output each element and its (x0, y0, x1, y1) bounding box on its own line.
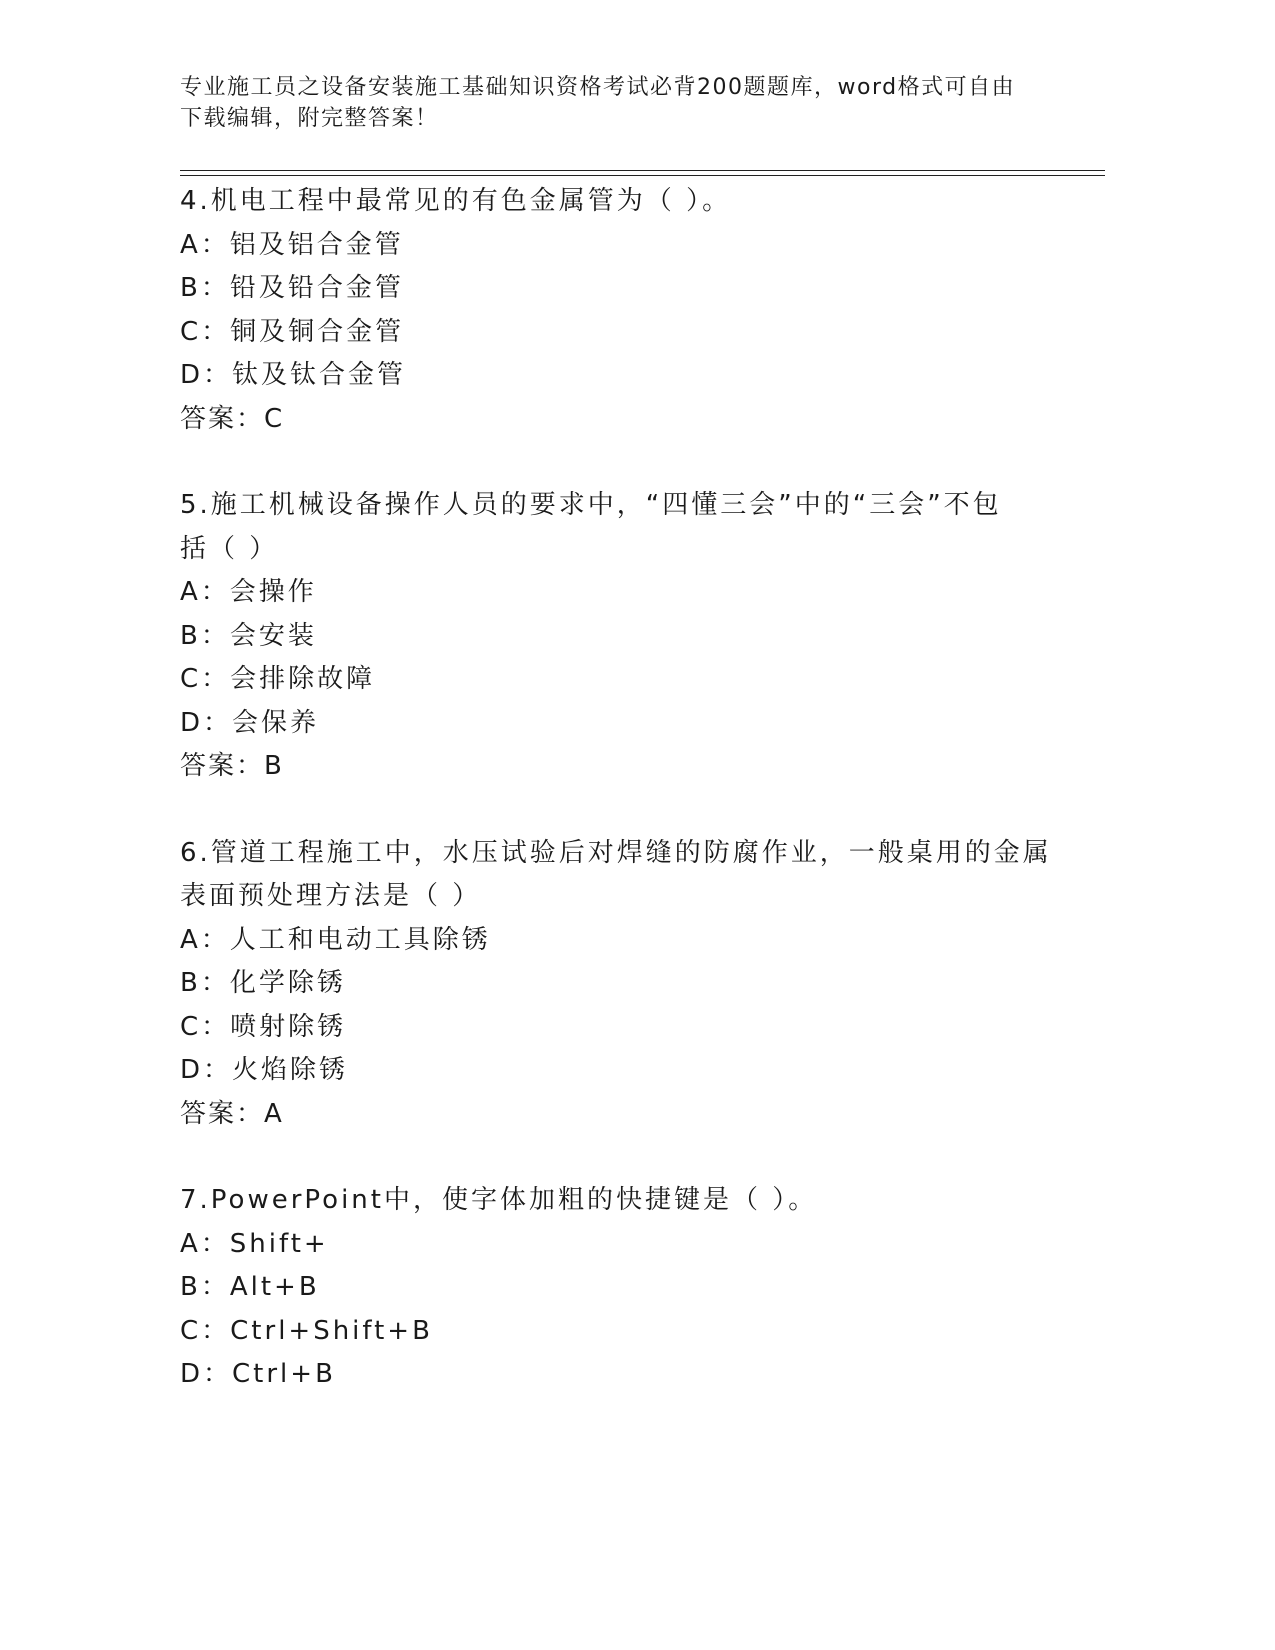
question-5 (180, 484, 1080, 789)
question-text-continued: 括（ ） (180, 533, 279, 564)
question-6 (180, 832, 1080, 1137)
option-d: D：会保养 (180, 707, 320, 738)
option-d: D：Ctrl+B (180, 1359, 336, 1389)
option-a: A：铝及铝合金管 (180, 229, 404, 260)
question-text: 5.施工机械设备操作人员的要求中，“四懂三会”中的“三会”不包 (180, 490, 1002, 520)
option-b: B：Alt+B (180, 1272, 320, 1302)
option-b: B：会安装 (180, 620, 317, 651)
document-header (180, 72, 1080, 134)
option-c: C：会排除故障 (180, 664, 376, 694)
question-text: 4.机电工程中最常见的有色金属管为（ ）。 (180, 186, 732, 216)
question-4 (180, 180, 1080, 441)
header-line-2: 下载编辑，附完整答案！ (180, 106, 439, 131)
option-c: C：喷射除锈 (180, 1011, 347, 1042)
answer-text: 答案：A (180, 1098, 284, 1129)
header-divider-bottom (180, 175, 1105, 176)
header-line-1: 专业施工员之设备安装施工基础知识资格考试必背200题题库，word格式可自由 (180, 75, 1016, 100)
option-a: A：会操作 (180, 577, 317, 607)
option-b: B：化学除锈 (180, 968, 346, 998)
header-divider-top (180, 170, 1105, 171)
option-d: D：火焰除锈 (180, 1055, 349, 1085)
option-b: B：铅及铅合金管 (180, 273, 404, 303)
question-text-continued: 表面预处理方法是（ ） (180, 881, 482, 911)
question-text: 7.PowerPoint中，使字体加粗的快捷键是（ ）。 (180, 1185, 818, 1215)
question-7 (180, 1179, 1080, 1397)
option-c: C：Ctrl+Shift+B (180, 1315, 433, 1346)
question-text: 6.管道工程施工中，水压试验后对焊缝的防腐作业，一般桌用的金属 (180, 837, 1052, 868)
option-d: D：钛及钛合金管 (180, 360, 407, 390)
answer-text: 答案：B (180, 751, 284, 781)
option-c: C：铜及铜合金管 (180, 316, 405, 347)
question-list (180, 180, 1080, 1440)
option-a: A：Shift+ (180, 1228, 329, 1259)
answer-text: 答案：C (180, 403, 285, 434)
option-a: A：人工和电动工具除锈 (180, 924, 491, 955)
